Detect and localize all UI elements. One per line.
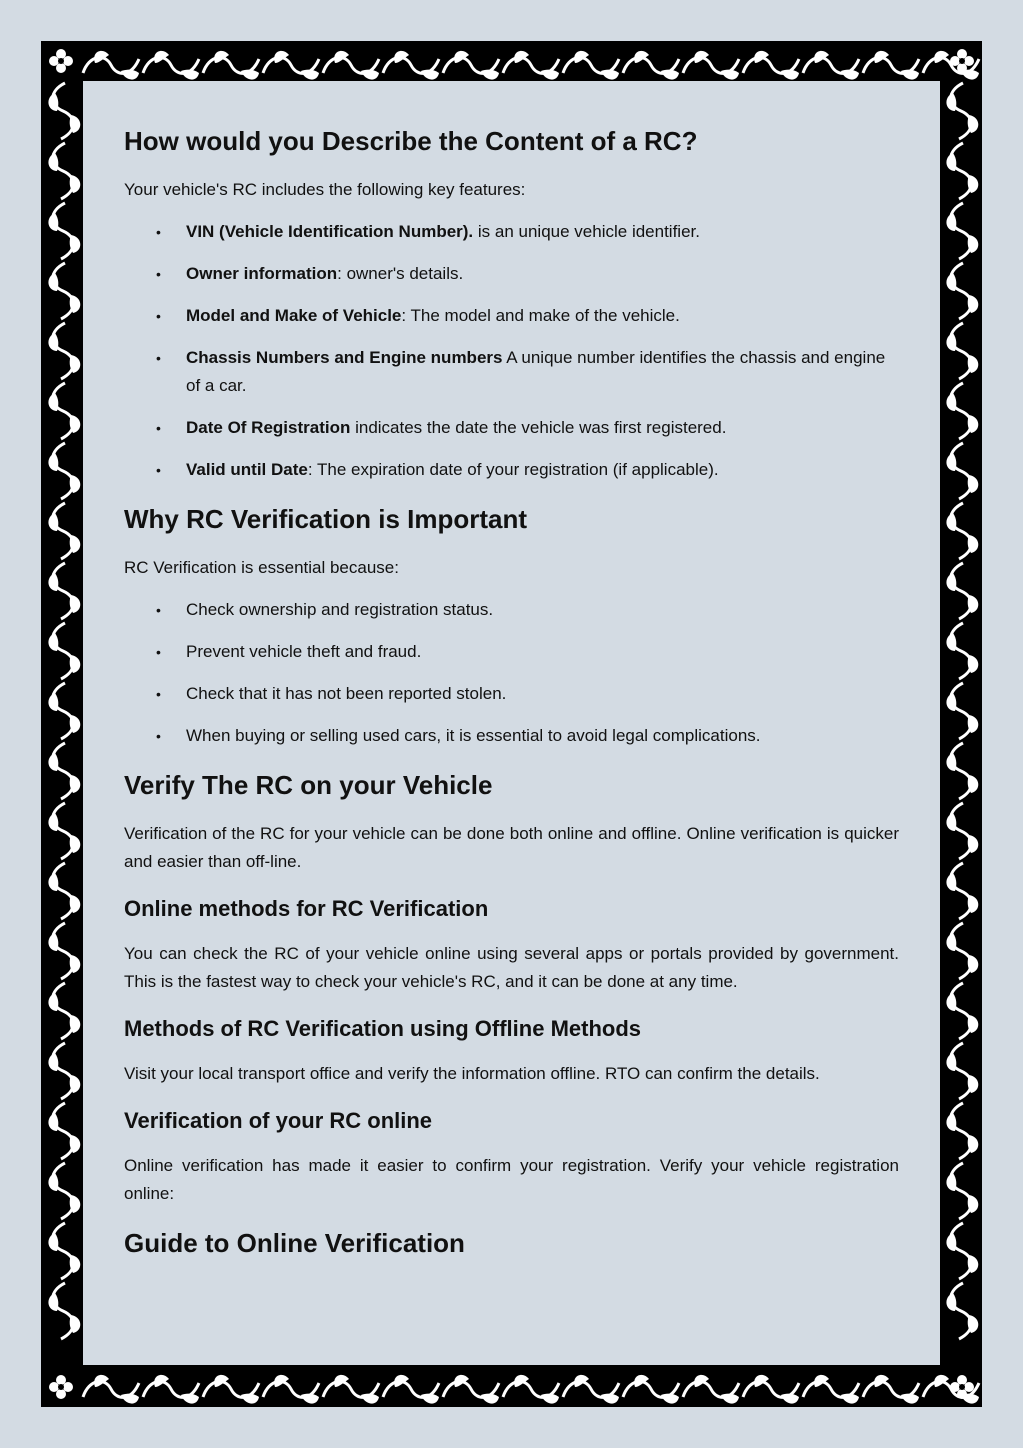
list-item: • Chassis Numbers and Engine numbers A unique number identifies the chassis and engine of a car.	[156, 348, 886, 395]
heading-verify-online: Verification of your RC online	[124, 1108, 433, 1133]
why-list	[124, 596, 899, 750]
heading-why-verification: Why RC Verification is Important	[124, 504, 528, 534]
rc-features-list	[124, 218, 899, 484]
list-item: • Model and Make of Vehicle: The model and make of the vehicle.	[156, 306, 680, 325]
list-item: • Check ownership and registration status.	[156, 600, 494, 619]
heading-guide-online: Guide to Online Verification	[124, 1228, 465, 1258]
list-item: • Prevent vehicle theft and fraud.	[156, 642, 422, 661]
list-item: • Check that it has not been reported stolen.	[156, 684, 507, 703]
heading-verify-rc: Verify The RC on your Vehicle	[124, 770, 493, 800]
rc-content-intro: Your vehicle's RC includes the following key features:	[124, 180, 526, 199]
list-item: • VIN (Vehicle Identification Number). is an unique vehicle identifier.	[156, 222, 700, 241]
list-item: • Owner information: owner's details.	[156, 264, 464, 283]
verify-paragraph: Verification of the RC for your vehicle can be done both online and offline. Online verification is quicker and easier than off-line.	[124, 824, 899, 871]
heading-rc-content: How would you Describe the Content of a RC?	[124, 126, 698, 156]
why-intro: RC Verification is essential because:	[124, 558, 399, 577]
heading-online-methods: Online methods for RC Verification	[124, 896, 489, 921]
list-item: • When buying or selling used cars, it is essential to avoid legal complications.	[156, 726, 761, 745]
document-content	[124, 124, 899, 1260]
list-item: • Valid until Date: The expiration date of your registration (if applicable).	[156, 460, 719, 479]
heading-offline-methods: Methods of RC Verification using Offline Methods	[124, 1016, 642, 1041]
offline-methods-paragraph: Visit your local transport office and verify the information offline. RTO can confirm the details.	[124, 1064, 820, 1083]
online-methods-paragraph: You can check the RC of your vehicle online using several apps or portals provided by government. This is the fastest way to check your vehicle's RC, and it can be done at any time.	[124, 944, 899, 991]
verify-online-paragraph: Online verification has made it easier to confirm your registration. Verify your vehicle registration online:	[124, 1156, 899, 1203]
list-item: • Date Of Registration indicates the date the vehicle was first registered.	[156, 418, 727, 437]
